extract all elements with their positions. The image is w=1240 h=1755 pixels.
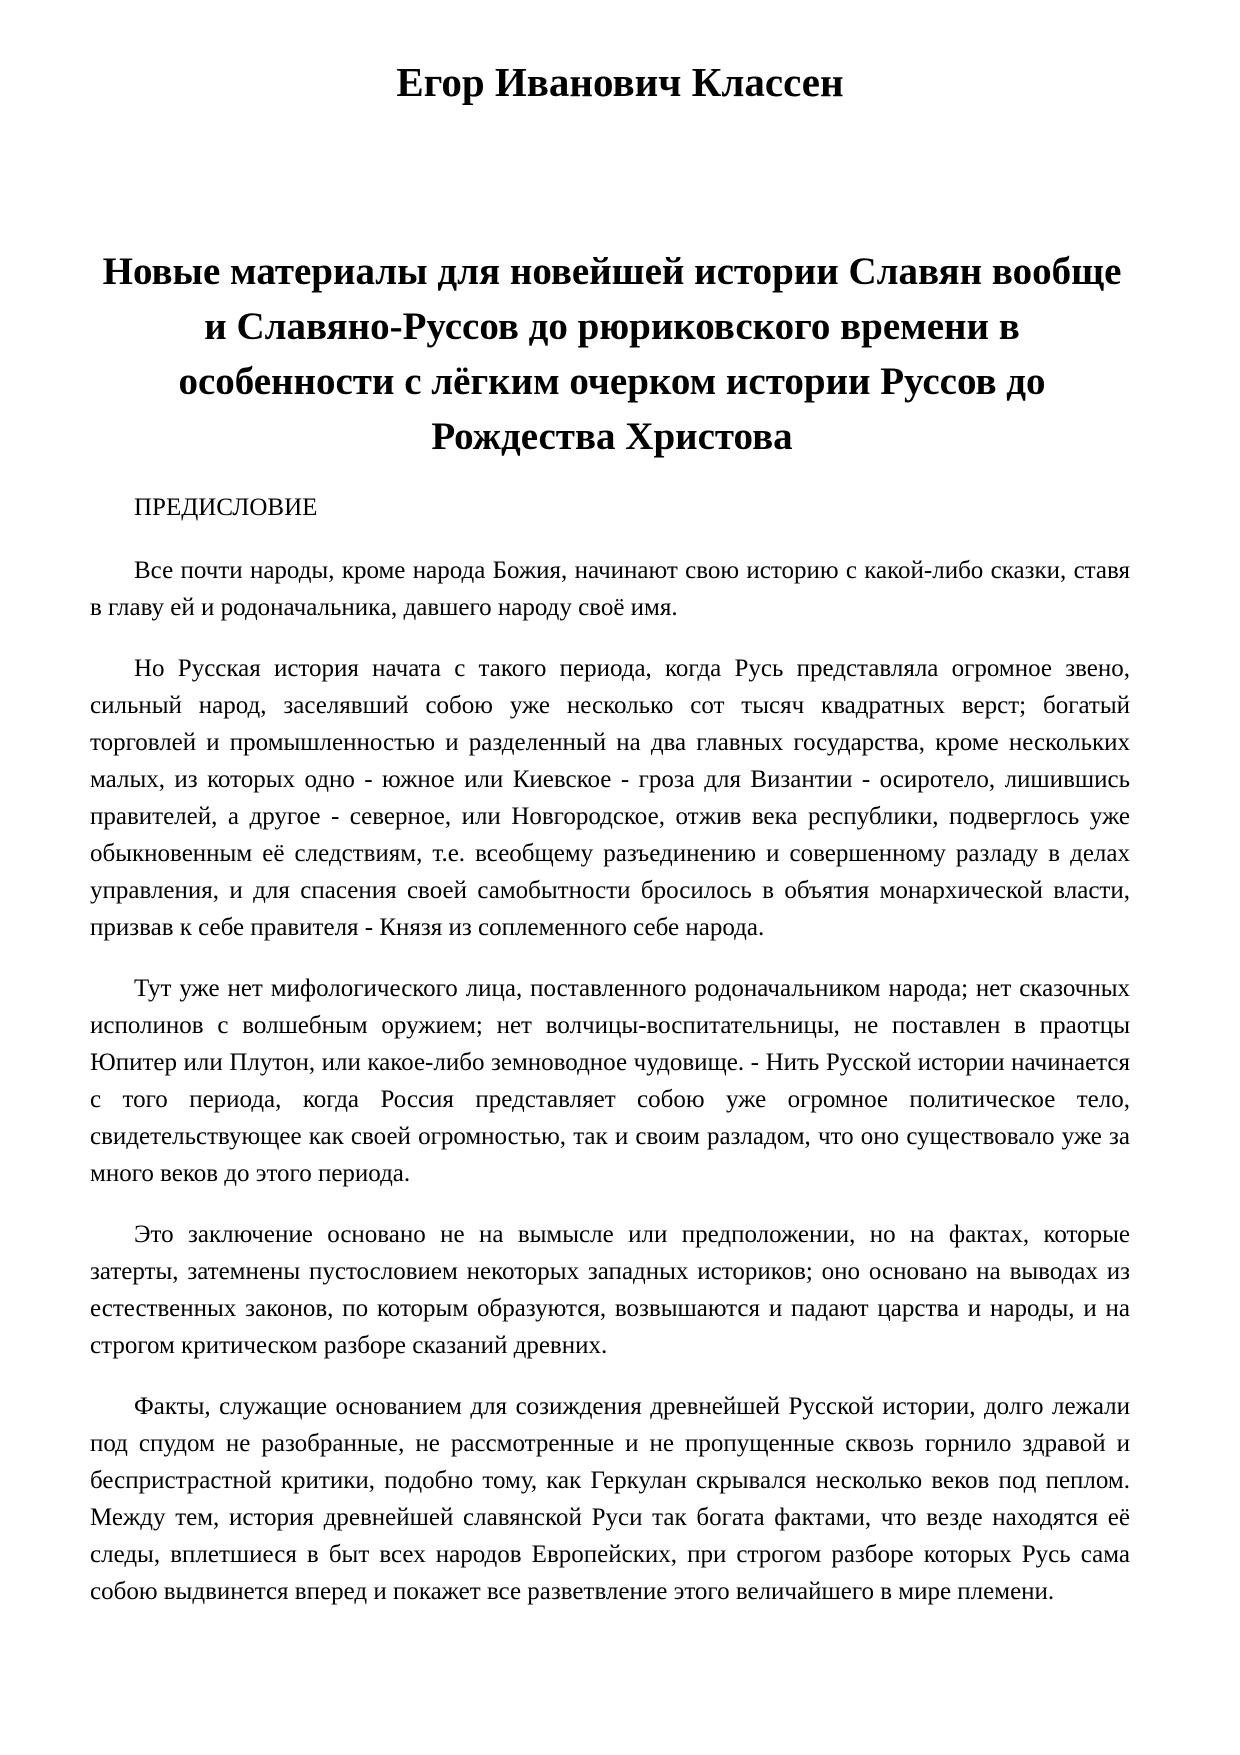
paragraph-2: Но Русская история начата с такого периода, когда Русь представляла огромное звено, сильный народ, заселявший собою уже несколько сот тысяч квадратных верст; богатый торговлей и промышленностью и разделенный на два главных государства, кроме нескольких малых, из которых одно - южное или Киевское - гроза для Византии - осиротело, лишившись правителей, а другое - северное, или Новгородское, отжив века республики, подверглось уже обыкновенным её следствиям, т.е. всеобщему разъединению и совершенному разладу в делах управления, и для спасения своей самобытности бросилось в объятия монархической власти, призвав к себе правителя - Князя из соплеменного себе народа. [90,655,1130,941]
paragraph-4: Это заключение основано не на вымысле или предположении, но на фактах, которые затерты, затемнены пустословием некоторых западных историков; оно основано на выводах из естественных законов, по которым образуются, возвышаются и падают царства и народы, и на строгом критическом разборе сказаний древних. [90,1221,1130,1359]
document-title: Новые материалы для новейшей истории Славян вообще и Славяно-Руссов до рюриковского времени в особенности с лёгким очерком истории Руссов до Рождества Христова [102,250,1122,458]
paragraph-5: Факты, служащие основанием для созиждения древнейшей Русской истории, долго лежали под спудом не разобранные, не рассмотренные и не пропущенные сквозь горнило здравой и беспристрастной критики, подобно тому, как Геркулан скрывался несколько веков под пеплом. Между тем, история древнейшей славянской Руси так богата фактами, что везде находятся её следы, вплетшиеся в быт всех народов Европейских, при строгом разборе которых Русь сама собою выдвинется вперед и покажет все разветвление этого величайшего в мире племени. [90,1393,1130,1605]
section-heading: ПРЕДИСЛОВИЕ [134,494,318,521]
author-name: Егор Иванович Классен [396,59,844,105]
paragraph-3: Тут уже нет мифологического лица, поставленного родоначальником народа; нет сказочных исполинов с волшебным оружием; нет волчицы-воспитательницы, не поставлен в праотцы Юпитер или Плутон, или какое-либо земноводное чудовище. - Нить Русской истории начинается с того периода, когда Россия представляет собою уже огромное политическое тело, свидетельствующее как своей огромностью, так и своим разладом, что оно существовало уже за много веков до этого периода. [90,975,1130,1187]
paragraph-1: Все почти народы, кроме народа Божия, начинают свою историю с какой-либо сказки, ставя в главу ей и родоначальника, давшего народу своё имя. [90,557,1130,621]
